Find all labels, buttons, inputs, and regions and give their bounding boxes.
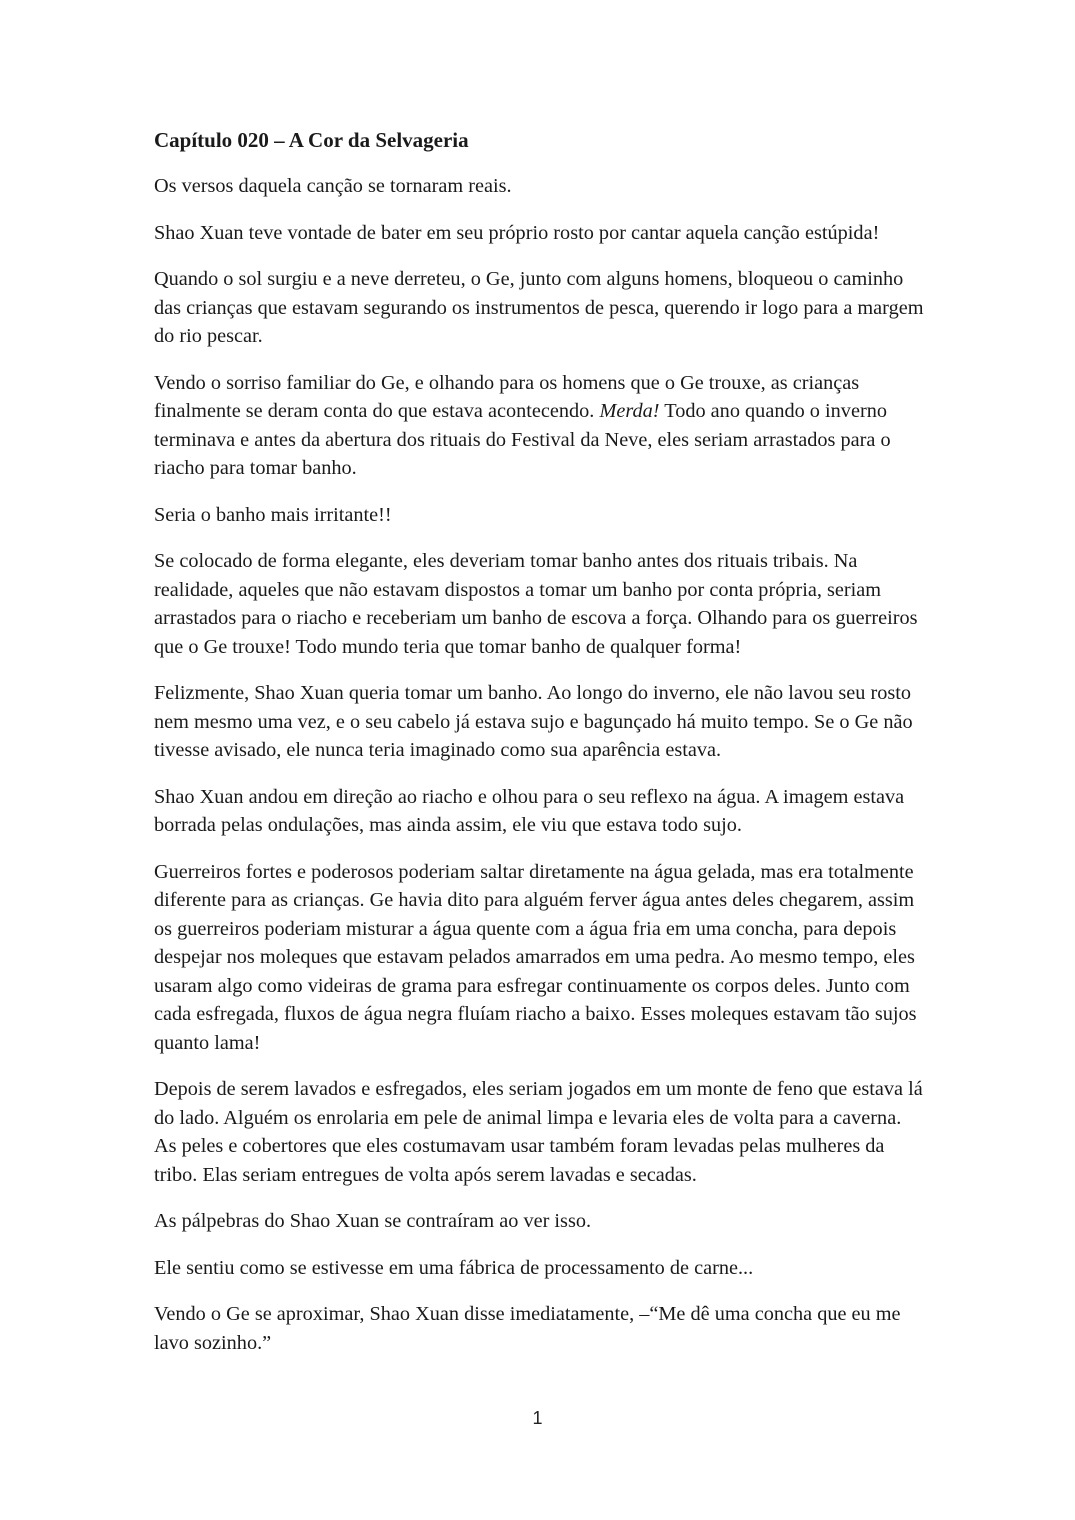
paragraph: Shao Xuan andou em direção ao riacho e olhou para o seu reflexo na água. A imagem estava borrada pelas ondulações, mas ainda assim, ele viu que estava todo sujo.	[154, 785, 905, 836]
paragraph-text: Vendo o sorriso familiar do Ge, e olhando para os homens que o Ge trouxe, as crianças finalmente se deram conta do que estava acontecendo.	[154, 371, 860, 422]
paragraph: Depois de serem lavados e esfregados, eles seriam jogados em um monte de feno que estava lá do lado. Alguém os enrolaria em pele de animal limpa e levaria eles de volta para a caverna. As peles e cobertores que eles costumavam usar também foram levadas pelas mulheres da tribo. Elas seriam entregues de volta após serem lavadas e secadas.	[154, 1078, 923, 1186]
page-number: 1	[532, 1408, 543, 1428]
paragraph: As pálpebras do Shao Xuan se contraíram ao ver isso.	[154, 1210, 592, 1232]
chapter-title: Capítulo 020 – A Cor da Selvageria	[154, 128, 469, 152]
paragraph: Quando o sol surgiu e a neve derreteu, o Ge, junto com alguns homens, bloqueou o caminho das crianças que estavam segurando os instrumentos de pesca, querendo ir logo para a margem do rio pescar.	[154, 268, 924, 347]
paragraph: Seria o banho mais irritante!!	[154, 503, 392, 526]
paragraph: Guerreiros fortes e poderosos poderiam saltar diretamente na água gelada, mas era totalmente diferente para as crianças. Ge havia dito para alguém ferver água antes deles chegarem, assim os guerreiros poderiam misturar a água quente com a água fria em uma concha, para depois despejar nos moleques que estavam pelados amarrados em uma pedra. Ao mesmo tempo, eles usaram algo como videiras de grama para esfregar continuamente os corpos deles. Junto com cada esfregada, fluxos de água negra fluíam riacho a baixo. Esses moleques estavam tão sujos quanto lama!	[154, 860, 917, 1054]
paragraph-text: Todo ano quando o inverno terminava e antes da abertura dos rituais do Festival da Neve, eles seriam arrastados para o riacho para tomar banho.	[154, 400, 891, 479]
paragraph: Vendo o Ge se aproximar, Shao Xuan disse imediatamente, –“Me dê uma concha que eu me lavo sozinho.”	[154, 1303, 901, 1354]
paragraph: Os versos daquela canção se tornaram reais.	[154, 175, 512, 197]
paragraph: Ele sentiu como se estivesse em uma fábrica de processamento de carne...	[154, 1256, 754, 1279]
paragraph: Felizmente, Shao Xuan queria tomar um banho. Ao longo do inverno, ele não lavou seu rosto nem mesmo uma vez, e o seu cabelo já estava sujo e bagunçado há muito tempo. Se o Ge não tivesse avisado, ele nunca teria imaginado como sua aparência estava.	[154, 682, 913, 761]
paragraph: Shao Xuan teve vontade de bater em seu próprio rosto por cantar aquela canção estúpida!	[154, 221, 880, 244]
paragraph	[154, 369, 926, 483]
page-content	[154, 126, 926, 1375]
emphasis-text: Merda!	[599, 400, 660, 422]
paragraph: Se colocado de forma elegante, eles deveriam tomar banho antes dos rituais tribais. Na realidade, aqueles que não estavam dispostos a tomar um banho por conta própria, seriam arrastados para o riacho e receberiam um banho de escova a força. Olhando para os guerreiros que o Ge trouxe! Todo mundo teria que tomar banho de qualquer forma!	[154, 550, 918, 658]
